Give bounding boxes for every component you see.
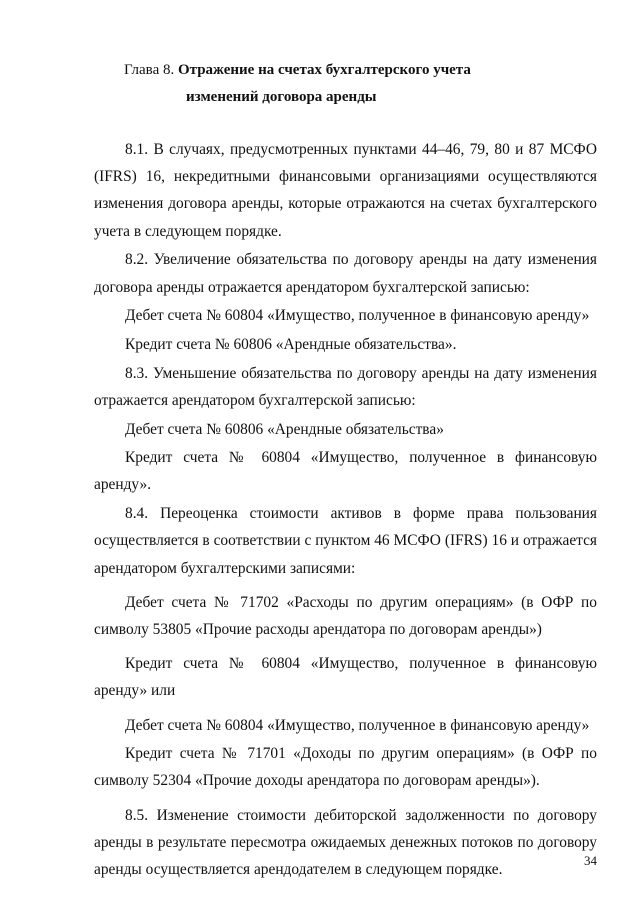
entry-credit-60804: Кредит счета № 60804 «Имущество, полученное в финансовую аренду». — [94, 449, 597, 494]
chapter-title-part-2: изменений договора аренды — [186, 89, 377, 105]
paragraph-8-5: 8.5. Изменение стоимости дебиторской задолженности по договору аренды в результате пересмотра ожидаемых денежных потоков по договору аренды осуществляется арендодателем в следующем порядке. — [94, 806, 597, 879]
chapter-prefix: Глава 8. — [124, 62, 175, 78]
paragraph-8-1: 8.1. В случаях, предусмотренных пунктами 44–46, 79, 80 и 87 МСФО (IFRS) 16, некредитными финансовыми организациями осуществляются изменения договора аренды, которые отражаются на счетах бухгалтерского учета в следующем порядке. — [94, 141, 597, 240]
entry-credit-60804-or: Кредит счета № 60804 «Имущество, полученное в финансовую аренду» или — [94, 655, 597, 700]
entry-credit-71701: Кредит счета № 71701 «Доходы по другим операциям» (в ОФР по символу 52304 «Прочие доходы арендатора по договорам аренды»). — [94, 745, 597, 790]
chapter-heading-line-2 — [186, 88, 377, 106]
entry-debit-71702: Дебет счета № 71702 «Расходы по другим операциям» (в ОФР по символу 53805 «Прочие расходы арендатора по договорам аренды») — [94, 593, 597, 638]
paragraph-8-3: 8.3. Уменьшение обязательства по договору аренды на дату изменения отражается арендатором бухгалтерской записью: — [94, 364, 597, 409]
paragraph-8-2: 8.2. Увеличение обязательства по договору аренды на дату изменения договора аренды отражается арендатором бухгалтерской записью: — [94, 251, 597, 296]
entry-credit-60806: Кредит счета № 60806 «Арендные обязательства». — [125, 335, 457, 353]
entry-debit-60804-alt: Дебет счета № 60804 «Имущество, полученное в финансовую аренду» — [125, 716, 590, 734]
entry-debit-60804: Дебет счета № 60804 «Имущество, полученное в финансовую аренду» — [125, 307, 590, 325]
chapter-body — [94, 136, 597, 883]
page-number: 34 — [584, 853, 597, 868]
entry-debit-60806: Дебет счета № 60806 «Арендные обязательства» — [125, 420, 444, 438]
chapter-heading-line-1 — [124, 61, 471, 79]
paragraph-8-4: 8.4. Переоценка стоимости активов в форме права пользования осуществляется в соответствии с пунктом 46 МСФО (IFRS) 16 и отражается арендатором бухгалтерскими записями: — [94, 505, 597, 577]
chapter-title-part-1: Отражение на счетах бухгалтерского учета — [177, 62, 471, 78]
